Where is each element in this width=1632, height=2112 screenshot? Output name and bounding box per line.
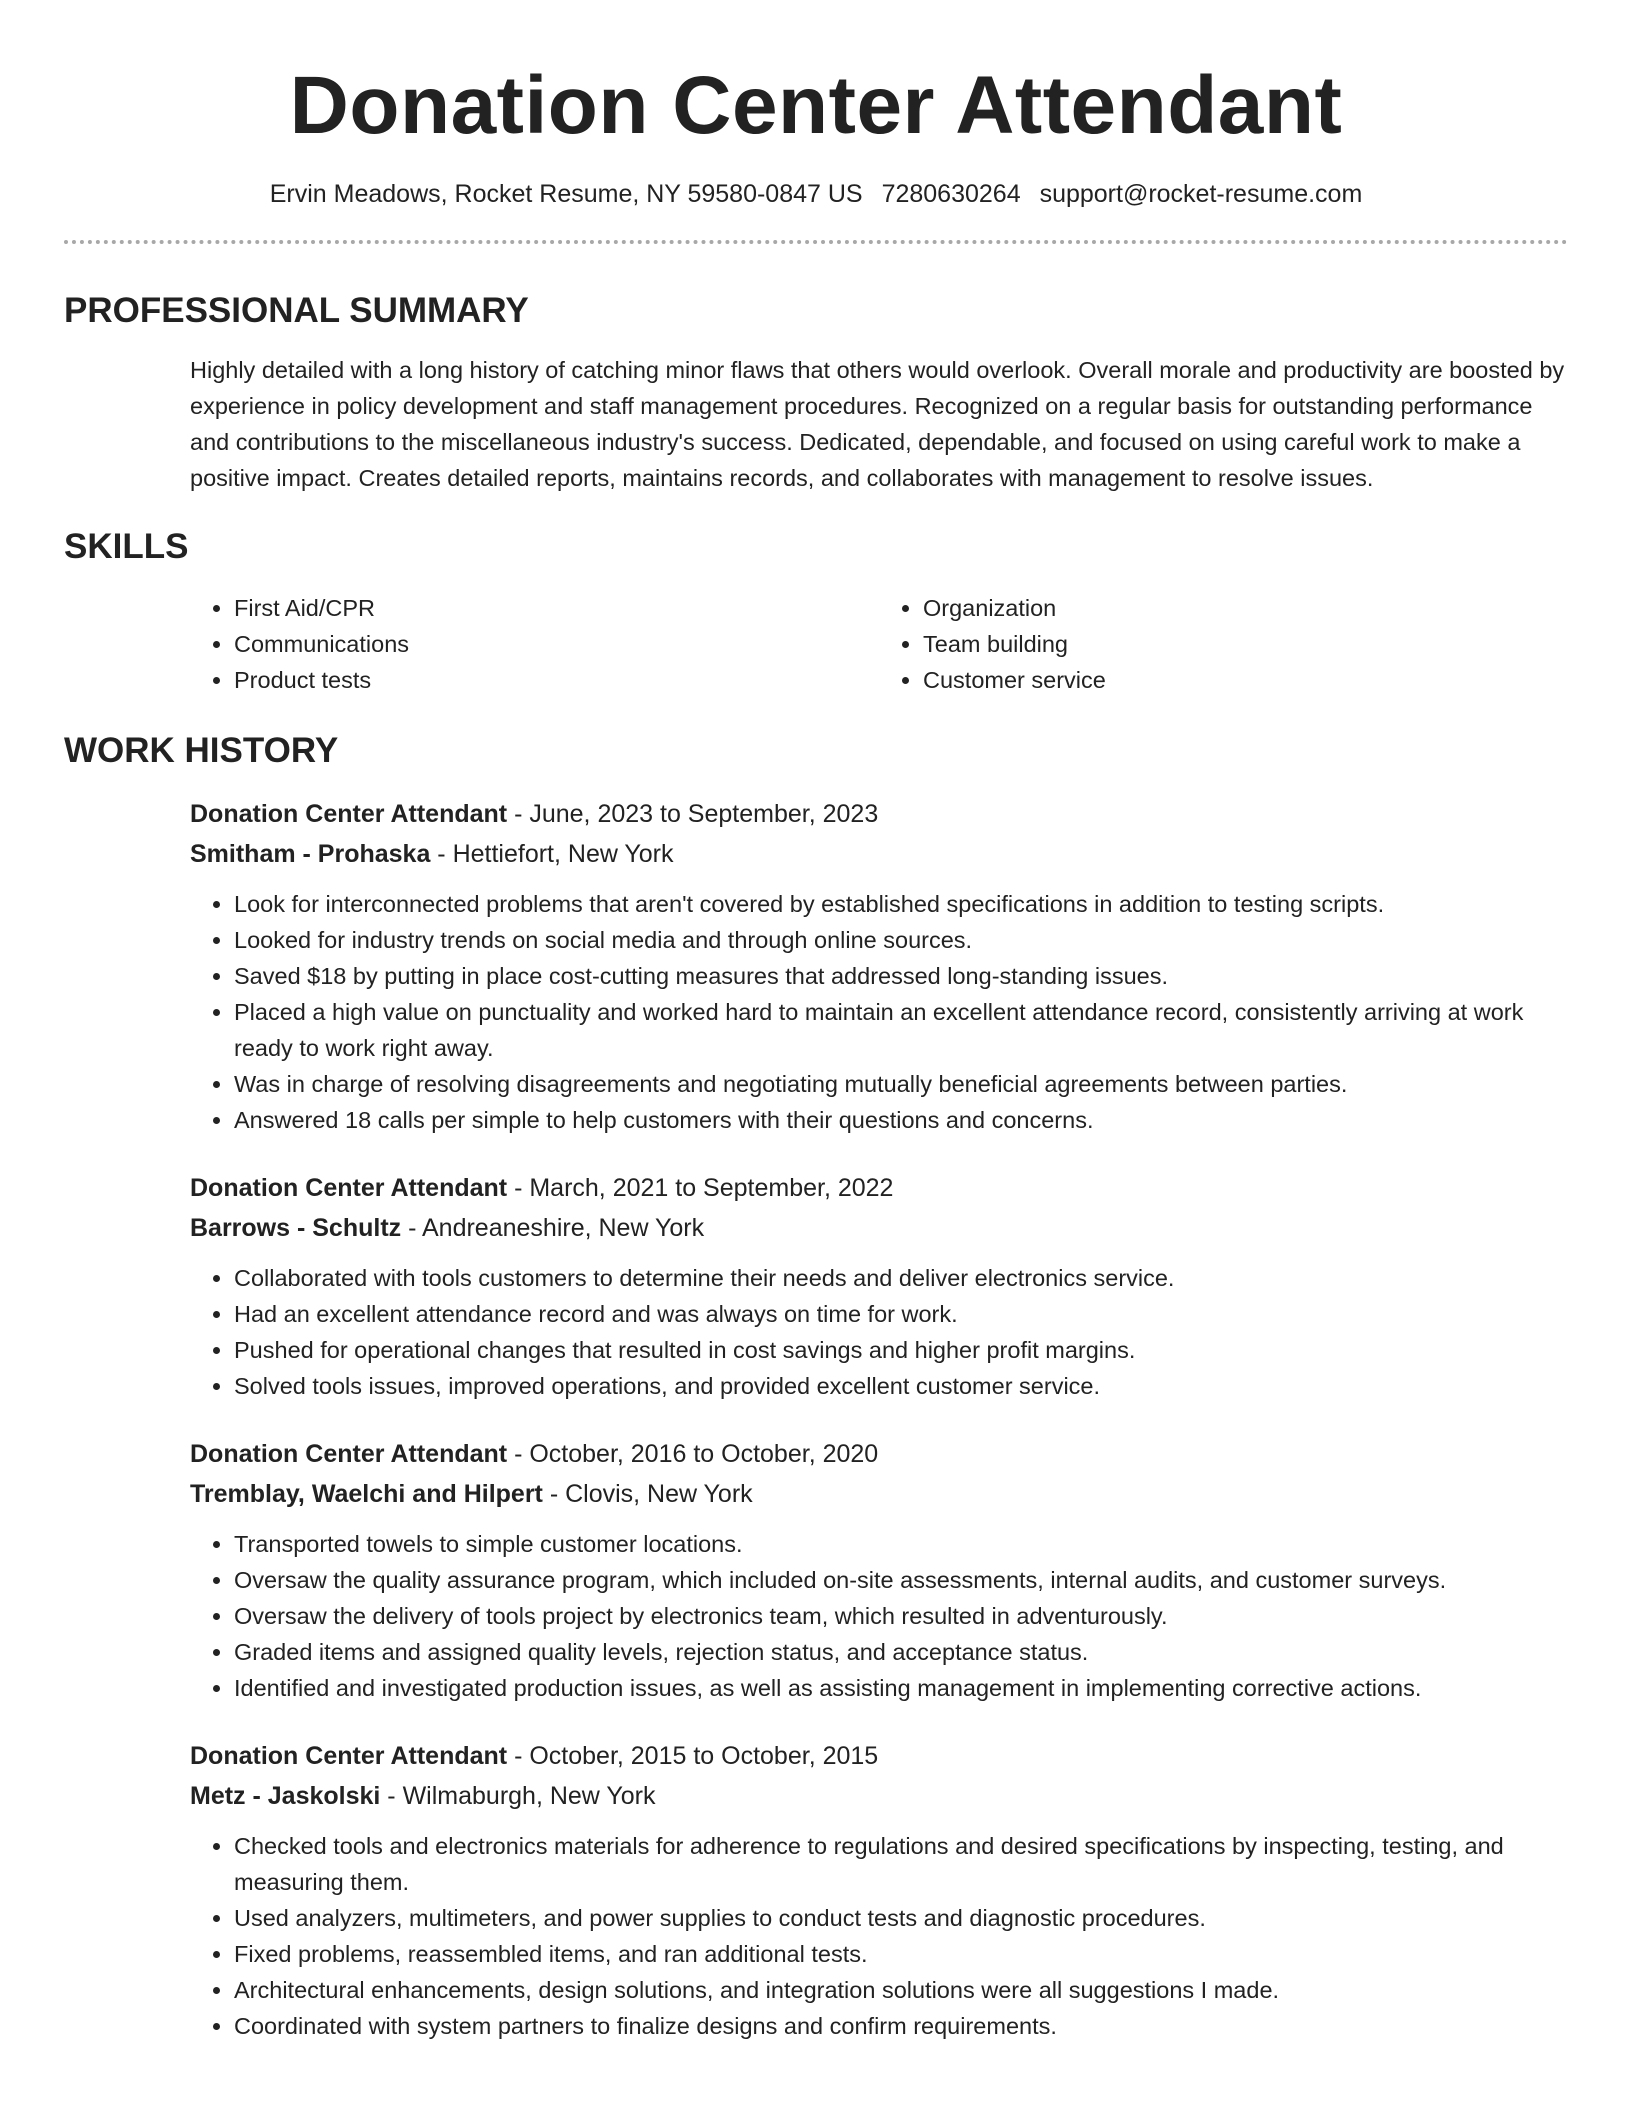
job-bullets	[190, 1260, 1568, 1404]
job-bullet: • Placed a high value on punctuality and worked hard to maintain an excellent attendance record, consistently arriving at work ready to work right away.	[234, 994, 1568, 1066]
job-bullet: • Identified and investigated production issues, as well as assisting management in implementing corrective actions.	[234, 1670, 1568, 1706]
job-title: Donation Center Attendant	[190, 1742, 508, 1770]
job-bullets	[190, 1526, 1568, 1706]
job-bullet: • Transported towels to simple customer locations.	[234, 1526, 1568, 1562]
candidate-name: Donation Center Attendant	[289, 60, 1343, 151]
job-bullets	[190, 1828, 1568, 2044]
job-bullet: • Checked tools and electronics materials for adherence to regulations and desired specifications by inspecting, testing, and measuring them.	[234, 1828, 1568, 1900]
contact-email: support@rocket-resume.com	[1039, 180, 1363, 208]
job-dates: - June, 2023 to September, 2023	[507, 800, 879, 828]
job-bullet: • Solved tools issues, improved operations, and provided excellent customer service.	[234, 1368, 1568, 1404]
job-location: - Clovis, New York	[542, 1480, 753, 1508]
job-location: - Wilmaburgh, New York	[380, 1782, 656, 1810]
skill-item: • First Aid/CPR	[234, 590, 879, 626]
job-title-line	[190, 1168, 1568, 1208]
job-company-line	[190, 834, 1568, 874]
skill-item: • Customer service	[923, 662, 1568, 698]
summary-text: Highly detailed with a long history of catching minor flaws that others would overlook. Overall morale and productivity are boosted by experience in policy development and staff management procedures. Recognized on a regular basis for outstanding performance and contributions to the miscellaneous industry's success. Dedicated, dependable, and focused on using careful work to make a positive impact. Creates detailed reports, maintains records, and collaborates with management to resolve issues.	[190, 357, 1565, 491]
job-bullet: • Oversaw the delivery of tools project by electronics team, which resulted in adventurously.	[234, 1598, 1568, 1634]
header-divider	[64, 240, 1568, 244]
job-bullet: • Look for interconnected problems that aren't covered by established specifications in addition to testing scripts.	[234, 886, 1568, 922]
job-bullet: • Fixed problems, reassembled items, and ran additional tests.	[234, 1936, 1568, 1972]
job-bullet: • Saved $18 by putting in place cost-cutting measures that addressed long-standing issues.	[234, 958, 1568, 994]
skills-heading: SKILLS	[64, 527, 189, 566]
contact-phone: 7280630264	[881, 180, 1021, 208]
job-dates: - March, 2021 to September, 2022	[507, 1174, 894, 1202]
job-company: Tremblay, Waelchi and Hilpert	[190, 1480, 543, 1508]
job-bullet: • Looked for industry trends on social media and through online sources.	[234, 922, 1568, 958]
job-title: Donation Center Attendant	[190, 800, 508, 828]
job-title: Donation Center Attendant	[190, 1174, 508, 1202]
job-location: - Hettiefort, New York	[430, 840, 674, 868]
job-bullet: • Collaborated with tools customers to determine their needs and deliver electronics service.	[234, 1260, 1568, 1296]
skills-list	[190, 590, 1568, 698]
skill-item: • Organization	[923, 590, 1568, 626]
job-bullet: • Was in charge of resolving disagreements and negotiating mutually beneficial agreements between parties.	[234, 1066, 1568, 1102]
job-entry	[190, 1434, 1568, 1706]
job-title-line	[190, 1434, 1568, 1474]
work-history-list	[190, 794, 1568, 2044]
job-company-line	[190, 1474, 1568, 1514]
job-title: Donation Center Attendant	[190, 1440, 508, 1468]
job-bullet: • Graded items and assigned quality levels, rejection status, and acceptance status.	[234, 1634, 1568, 1670]
job-dates: - October, 2015 to October, 2015	[507, 1742, 879, 1770]
job-entry	[190, 1736, 1568, 2044]
job-title-line	[190, 1736, 1568, 1776]
job-bullet: • Used analyzers, multimeters, and power supplies to conduct tests and diagnostic procedures.	[234, 1900, 1568, 1936]
skills-column-left	[190, 590, 879, 698]
job-entry	[190, 794, 1568, 1138]
job-bullets	[190, 886, 1568, 1138]
skill-item: • Product tests	[234, 662, 879, 698]
work-history-heading: WORK HISTORY	[64, 731, 339, 770]
job-bullet: • Coordinated with system partners to finalize designs and confirm requirements.	[234, 2008, 1568, 2044]
job-location: - Andreaneshire, New York	[401, 1214, 705, 1242]
job-title-line	[190, 794, 1568, 834]
job-bullet: • Answered 18 calls per simple to help customers with their questions and concerns.	[234, 1102, 1568, 1138]
job-company: Barrows - Schultz	[190, 1214, 402, 1242]
job-company: Metz - Jaskolski	[190, 1782, 381, 1810]
summary-heading: PROFESSIONAL SUMMARY	[64, 291, 529, 330]
job-bullet: • Architectural enhancements, design solutions, and integration solutions were all suggestions I made.	[234, 1972, 1568, 2008]
job-company-line	[190, 1208, 1568, 1248]
skills-column-right	[879, 590, 1568, 698]
job-bullet: • Oversaw the quality assurance program, which included on-site assessments, internal audits, and customer surveys.	[234, 1562, 1568, 1598]
skill-item: • Communications	[234, 626, 879, 662]
job-entry	[190, 1168, 1568, 1404]
job-dates: - October, 2016 to October, 2020	[507, 1440, 879, 1468]
job-company: Smitham - Prohaska	[190, 840, 431, 868]
job-bullet: • Pushed for operational changes that resulted in cost savings and higher profit margins.	[234, 1332, 1568, 1368]
job-bullet: • Had an excellent attendance record and was always on time for work.	[234, 1296, 1568, 1332]
contact-line	[64, 178, 1568, 210]
skill-item: • Team building	[923, 626, 1568, 662]
job-company-line	[190, 1776, 1568, 1816]
resume-page	[64, 0, 1568, 2044]
contact-address: Ervin Meadows, Rocket Resume, NY 59580-0847 US	[269, 180, 863, 208]
